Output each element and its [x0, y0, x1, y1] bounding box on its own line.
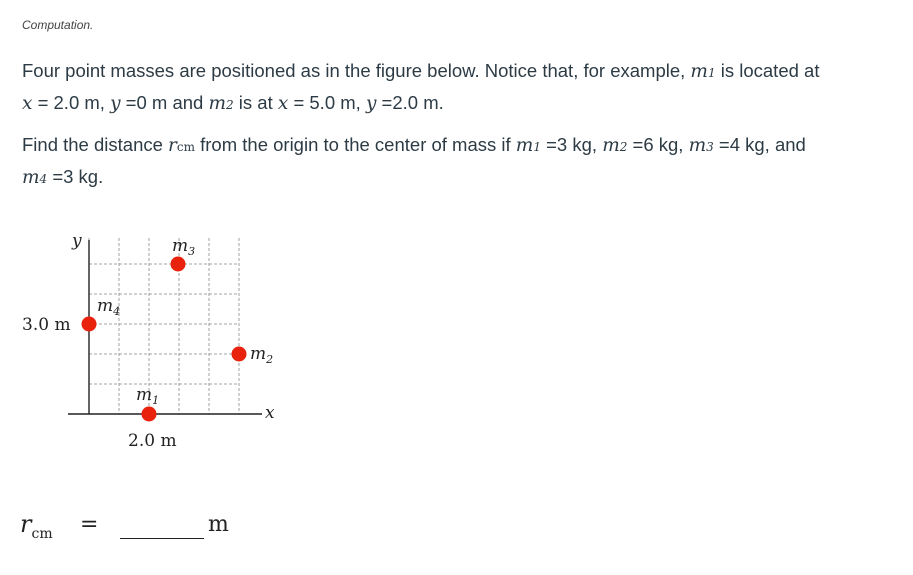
y-axis-label: y: [72, 231, 82, 251]
answer-row: [20, 510, 280, 550]
answer-label: $r_{cm}$: [20, 510, 53, 542]
x-axis-label: x: [265, 403, 275, 423]
grid-lines: [89, 238, 239, 414]
mass-m1-dot: [142, 407, 157, 422]
mass-m2-label: $m_2$: [250, 344, 274, 366]
answer-input[interactable]: [120, 510, 204, 539]
label-2m: 2.0 m: [128, 431, 177, 451]
problem-paragraph-1: Four point masses are positioned as in the figure below. Notice that, for example, m1 is located at x = 2.0 m, y =0 m and m2 is at x = 5.0 m, y =2.0 m.: [22, 60, 820, 114]
mass-m1-label: $m_1$: [136, 385, 160, 407]
answer-equals: =: [80, 512, 99, 537]
mass-m4-label: $m_4$: [97, 296, 121, 318]
mass-m4-dot: [82, 317, 97, 332]
answer-unit: m: [208, 512, 229, 537]
mass-m3-label: $m_3$: [172, 236, 196, 258]
mass-m2-dot: [232, 347, 247, 362]
mass-position-figure: [0, 220, 340, 460]
label-3m: 3.0 m: [22, 315, 71, 335]
mass-m3-dot: [171, 257, 186, 272]
section-label: Computation.: [22, 18, 94, 32]
problem-paragraph-2: Find the distance rcm from the origin to the center of mass if m1 =3 kg, m2 =6 kg, m3 =4 kg, and m4 =3 kg.: [22, 134, 806, 188]
